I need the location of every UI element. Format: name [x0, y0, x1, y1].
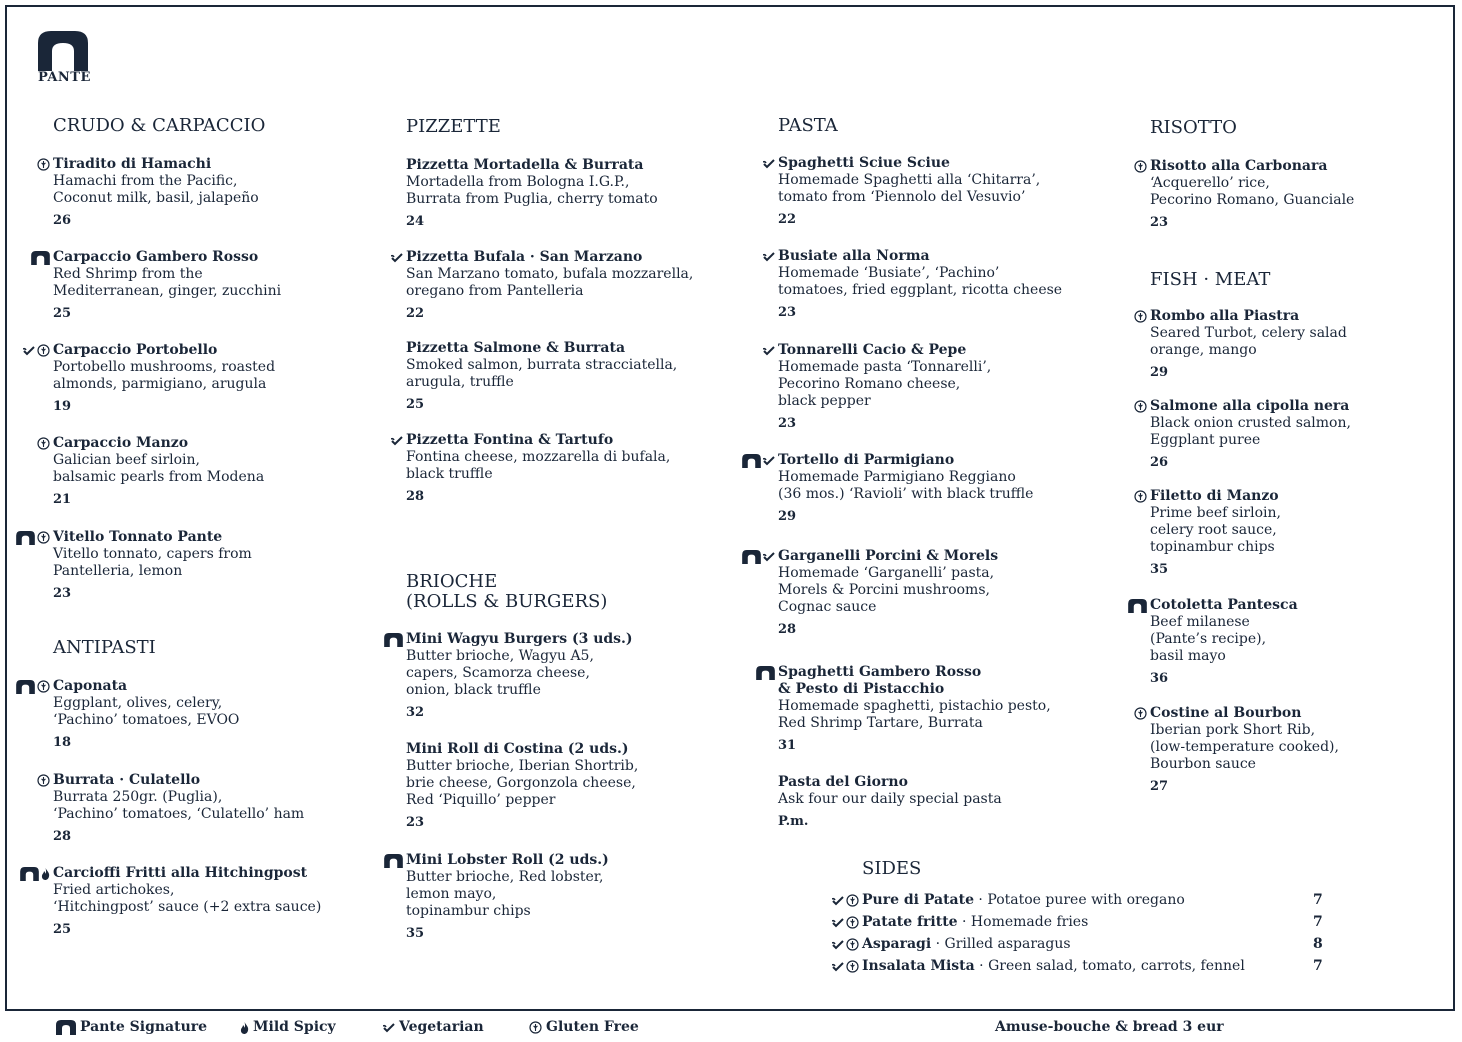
menu-item-price: 29: [1150, 365, 1169, 380]
menu-item-description: Vitello tonnato, capers from Pantelleria, lemon: [53, 546, 252, 579]
menu-item-name-text: Pizzetta Bufala · San Marzano: [406, 249, 643, 265]
menu-item-name-text: Tonnarelli Cacio & Pepe: [778, 342, 967, 358]
menu-item-icons: [37, 435, 50, 452]
spicy-icon: [41, 868, 50, 880]
menu-item-price: 28: [778, 622, 797, 637]
menu-item: [406, 432, 670, 505]
menu-item-name-text: Garganelli Porcini & Morels: [778, 548, 999, 564]
menu-item-icons: [1128, 597, 1147, 614]
vegetarian-icon: [832, 962, 844, 972]
menu-item-description: Beef milanese (Pante’s recipe), basil mayo: [1150, 614, 1267, 664]
vegetarian-icon: [763, 159, 775, 169]
gluten-free-icon: [37, 158, 50, 171]
menu-item-price: 28: [406, 489, 425, 504]
menu-item-icons: [16, 529, 50, 546]
side-item-name: Patate fritte: [862, 914, 958, 930]
menu-item-name-text: Carpaccio Manzo: [53, 435, 189, 451]
menu-item-description: Homemade Spaghetti alla ‘Chitarra’, tomato from ‘Piennolo del Vesuvio’: [778, 172, 1041, 205]
side-item: [862, 892, 1185, 909]
side-item-description: · Homemade fries: [957, 914, 1089, 930]
menu-item: [53, 342, 275, 415]
menu-item-name-text: Busiate alla Norma: [778, 248, 930, 264]
menu-item: [406, 631, 633, 721]
menu-item-name: [406, 631, 633, 648]
menu-item-icons: [1134, 398, 1147, 415]
menu-item-name-text: Spaghetti Sciue Sciue: [778, 155, 950, 171]
menu-item-name: [406, 157, 658, 174]
menu-item-description: Eggplant, olives, celery, ‘Pachino’ tomatoes, EVOO: [53, 695, 240, 728]
brand-name: PANTE: [38, 70, 91, 85]
menu-item-name: [1150, 488, 1281, 505]
signature-icon: [16, 680, 35, 694]
menu-item-price: 26: [1150, 455, 1169, 470]
menu-item-name-text: Cotoletta Pantesca: [1150, 597, 1298, 613]
menu-item: [53, 772, 304, 845]
menu-item-name-text: Caponata: [53, 678, 128, 694]
menu-item-description: Butter brioche, Red lobster, lemon mayo, topinambur chips: [406, 869, 604, 919]
menu-item-description: Homemade ‘Busiate’, ‘Pachino’ tomatoes, fried eggplant, ricotta cheese: [778, 265, 1063, 298]
menu-item-name: [53, 529, 252, 546]
flame-icon: [240, 1022, 249, 1034]
menu-item-name-text: Risotto alla Carbonara: [1150, 158, 1328, 174]
vegetarian-icon: [763, 552, 775, 562]
gluten-free-icon: [1134, 400, 1147, 413]
gluten-free-icon: [846, 894, 859, 907]
menu-item-description: Homemade pasta ‘Tonnarelli’, Pecorino Romano cheese, black pepper: [778, 359, 992, 409]
menu-item-name: [53, 435, 264, 452]
menu-item-name: [1150, 158, 1354, 175]
menu-item-price: 23: [53, 586, 72, 601]
menu-item-name-text: Mini Roll di Costina (2 uds.): [406, 741, 629, 757]
menu-item-price: P.m.: [778, 814, 809, 829]
menu-item: [1150, 398, 1351, 471]
menu-item-description: Galician beef sirloin, balsamic pearls from Modena: [53, 452, 265, 485]
vegetarian-icon: [763, 456, 775, 466]
signature-icon: [384, 633, 403, 647]
menu-item-name-text: Mini Lobster Roll (2 uds.): [406, 852, 609, 868]
menu-item: [778, 548, 998, 638]
menu-item-price: 31: [778, 738, 797, 753]
signature-icon: [384, 854, 403, 868]
signature-icon: [1128, 599, 1147, 613]
menu-item-name: [1150, 398, 1351, 415]
menu-item-icons: [37, 772, 50, 789]
side-item-icons: [832, 936, 859, 953]
menu-item-price: 36: [1150, 671, 1169, 686]
side-item-price: 7: [1313, 958, 1323, 974]
gluten-free-icon: [1134, 490, 1147, 503]
menu-item-icons: [763, 248, 775, 265]
menu-item-description: Butter brioche, Iberian Shortrib, brie cheese, Gorgonzola cheese, Red ‘Piquillo’ pepper: [406, 758, 639, 808]
menu-item-description: Prime beef sirloin, celery root sauce, topinambur chips: [1150, 505, 1281, 555]
menu-item: [53, 249, 281, 322]
menu-item-icons: [763, 155, 775, 172]
menu-item-icons: [37, 156, 50, 173]
menu-item-description: Ask four our daily special pasta: [778, 791, 1002, 807]
menu-item-description: Black onion crusted salmon, Eggplant puree: [1150, 415, 1351, 448]
menu-item: [53, 529, 252, 602]
menu-item-price: 23: [406, 815, 425, 830]
menu-item-name-text: Filetto di Manzo: [1150, 488, 1279, 504]
menu-item-icons: [756, 664, 775, 681]
signature-icon: [756, 666, 775, 680]
side-item-price: 8: [1313, 936, 1323, 952]
menu-item-name-text: Carpaccio Portobello: [53, 342, 218, 358]
menu-item-icons: [1134, 488, 1147, 505]
menu-item-price: 25: [53, 306, 72, 321]
gluten-free-icon: [846, 916, 859, 929]
menu-item-name: [778, 548, 998, 565]
menu-item-icons: [742, 452, 775, 469]
signature-icon: [742, 550, 761, 564]
gluten-free-icon: [1134, 707, 1147, 720]
side-item-name: Asparagi: [862, 936, 932, 952]
menu-item-description: Butter brioche, Wagyu A5, capers, Scamorza cheese, onion, black truffle: [406, 648, 594, 698]
side-item: [862, 914, 1088, 931]
menu-item-price: 28: [53, 829, 72, 844]
menu-item: [1150, 488, 1281, 578]
menu-item-price: 22: [778, 212, 797, 227]
menu-item-name-text: Pizzetta Salmone & Burrata: [406, 340, 626, 356]
menu-item-name-text: Tiradito di Hamachi: [53, 156, 212, 172]
menu-item-icons: [391, 432, 403, 449]
menu-item-icons: [16, 678, 50, 695]
legend-gluten-free: [529, 1019, 639, 1036]
menu-item-description: San Marzano tomato, bufala mozzarella, oregano from Pantelleria: [406, 266, 694, 299]
menu-item: [1150, 597, 1298, 687]
side-item-price: 7: [1313, 892, 1323, 908]
heading-pizzette: PIZZETTE: [406, 116, 501, 137]
legend-spicy-label: Mild Spicy: [253, 1019, 336, 1035]
gluten-free-icon: [1134, 160, 1147, 173]
vegetarian-icon: [832, 940, 844, 950]
menu-item-name-text: Vitello Tonnato Pante: [53, 529, 223, 545]
menu-item: [406, 852, 609, 942]
side-item-icons: [832, 892, 859, 909]
menu-item-icons: [1134, 705, 1147, 722]
menu-item: [53, 156, 259, 229]
menu-item: [778, 155, 1040, 228]
menu-item-description: Hamachi from the Pacific, Coconut milk, basil, jalapeño: [53, 173, 259, 206]
menu-item: [778, 452, 1033, 525]
menu-item-description: Iberian pork Short Rib, (low-temperature cooked), Bourbon sauce: [1150, 722, 1339, 772]
menu-item-icons: [742, 548, 775, 565]
menu-item-name: [406, 249, 693, 266]
menu-item-name: [1150, 705, 1339, 722]
menu-item-name-text: Pasta del Giorno: [778, 774, 908, 790]
menu-item-name-text: Spaghetti Gambero Rosso & Pesto di Pistacchio: [778, 664, 982, 697]
menu-item-price: 29: [778, 509, 797, 524]
legend-spicy: [240, 1019, 336, 1036]
menu-item-name-text: Carpaccio Gambero Rosso: [53, 249, 259, 265]
legend-vegetarian: [383, 1019, 484, 1036]
vegetarian-icon: [763, 252, 775, 262]
menu-item-description: Red Shrimp from the Mediterranean, ginger, zucchini: [53, 266, 282, 299]
menu-item-icons: [31, 249, 50, 266]
side-item-description: · Potatoe puree with oregano: [973, 892, 1185, 908]
menu-item-description: Fontina cheese, mozzarella di bufala, black truffle: [406, 449, 671, 482]
side-item: [862, 936, 1071, 953]
menu-item-name: [406, 852, 609, 869]
menu-item-name-text: Mini Wagyu Burgers (3 uds.): [406, 631, 633, 647]
menu-item-icons: [1134, 158, 1147, 175]
menu-item-description: Homemade Parmigiano Reggiano (36 mos.) ‘Ravioli’ with black truffle: [778, 469, 1034, 502]
menu-item-price: 23: [1150, 215, 1169, 230]
vegetarian-icon: [391, 436, 403, 446]
menu-item-name: [406, 432, 670, 449]
menu-item-name: [406, 340, 677, 357]
menu-item-price: 35: [1150, 562, 1169, 577]
menu-item-price: 25: [53, 922, 72, 937]
gluten-free-icon: [1134, 310, 1147, 323]
menu-item-name: [778, 155, 1040, 172]
menu-item-name: [406, 741, 638, 758]
side-item-description: · Grilled asparagus: [931, 936, 1071, 952]
signature-icon: [742, 454, 761, 468]
menu-item-description: Mortadella from Bologna I.G.P., Burrata from Puglia, cherry tomato: [406, 174, 658, 207]
side-item-price: 7: [1313, 914, 1323, 930]
menu-item-name: [778, 774, 1002, 791]
menu-item-price: 22: [406, 306, 425, 321]
menu-item: [406, 741, 638, 831]
menu-item: [406, 340, 677, 413]
menu-item-icons: [763, 342, 775, 359]
menu-item: [1150, 158, 1354, 231]
side-item-icons: [832, 958, 859, 975]
menu-item-description: Homemade ‘Garganelli’ pasta, Morels & Porcini mushrooms, Cognac sauce: [778, 565, 995, 615]
amuse-bouche-note: Amuse-bouche & bread 3 eur: [995, 1019, 1224, 1035]
menu-item: [53, 678, 239, 751]
vegetarian-icon: [23, 346, 35, 356]
menu-item-icons: [384, 852, 403, 869]
heading-pasta: PASTA: [778, 115, 838, 136]
menu-item-description: Portobello mushrooms, roasted almonds, parmigiano, arugula: [53, 359, 276, 392]
menu-item: [778, 342, 991, 432]
gluten-free-icon: [37, 680, 50, 693]
side-item-description: · Green salad, tomato, carrots, fennel: [974, 958, 1245, 974]
vegetarian-icon: [832, 896, 844, 906]
menu-item-description: Homemade spaghetti, pistachio pesto, Red Shrimp Tartare, Burrata: [778, 698, 1051, 731]
menu-item: [1150, 705, 1339, 795]
gluten-free-icon: [37, 774, 50, 787]
heading-fish-meat: FISH · MEAT: [1150, 269, 1271, 290]
gluten-free-icon: [529, 1021, 542, 1034]
leaf-icon: [383, 1023, 395, 1033]
menu-item-description: Burrata 250gr. (Puglia), ‘Pachino’ tomatoes, ‘Culatello’ ham: [53, 789, 305, 822]
menu-item-description: ‘Acquerello’ rice, Pecorino Romano, Guanciale: [1150, 175, 1355, 208]
menu-item-name-text: Pizzetta Fontina & Tartufo: [406, 432, 614, 448]
menu-item-icons: [391, 249, 403, 266]
menu-item: [778, 774, 1002, 830]
menu-item-icons: [23, 342, 50, 359]
heading-antipasti: ANTIPASTI: [53, 637, 156, 658]
menu-item-name-text: Salmone alla cipolla nera: [1150, 398, 1350, 414]
menu-item-name-text: Tortello di Parmigiano: [778, 452, 955, 468]
vegetarian-icon: [763, 346, 775, 356]
menu-item-icons: [20, 865, 50, 882]
side-item-icons: [832, 914, 859, 931]
gluten-free-icon: [37, 531, 50, 544]
menu-item-price: 32: [406, 705, 425, 720]
menu-item-price: 27: [1150, 779, 1169, 794]
menu-item-name-text: Pizzetta Mortadella & Burrata: [406, 157, 644, 173]
signature-icon: [31, 251, 50, 265]
menu-item-icons: [384, 631, 403, 648]
menu-item-price: 25: [406, 397, 425, 412]
menu-item: [53, 435, 264, 508]
menu-item-price: 24: [406, 214, 425, 229]
legend-vegetarian-label: Vegetarian: [399, 1019, 484, 1035]
menu-item-name: [778, 664, 1051, 698]
menu-item-name: [53, 865, 321, 882]
menu-item-price: 23: [778, 305, 797, 320]
menu-item: [1150, 308, 1347, 381]
legend-signature-label: Pante Signature: [80, 1019, 208, 1035]
heading-sides: SIDES: [862, 858, 922, 879]
gluten-free-icon: [37, 437, 50, 450]
menu-item: [778, 664, 1051, 754]
menu-item-name-text: Costine al Bourbon: [1150, 705, 1302, 721]
gluten-free-icon: [37, 344, 50, 357]
menu-item-description: Fried artichokes, ‘Hitchingpost’ sauce (+2 extra sauce): [53, 882, 322, 915]
menu-item-name-text: Carcioffi Fritti alla Hitchingpost: [53, 865, 308, 881]
menu-item-description: Seared Turbot, celery salad orange, mango: [1150, 325, 1347, 358]
vegetarian-icon: [391, 253, 403, 263]
menu-item-description: Smoked salmon, burrata stracciatella, arugula, truffle: [406, 357, 678, 390]
heading-risotto: RISOTTO: [1150, 117, 1237, 138]
menu-item-name: [778, 248, 1062, 265]
heading-crudo: CRUDO & CARPACCIO: [53, 115, 266, 136]
menu-item-name-text: Rombo alla Piastra: [1150, 308, 1300, 324]
menu-item-price: 26: [53, 213, 72, 228]
menu-item-name: [53, 156, 259, 173]
menu-item-name: [53, 342, 275, 359]
menu-item-name: [778, 342, 991, 359]
menu-item-name: [1150, 597, 1298, 614]
signature-icon: [20, 867, 39, 881]
menu-item: [406, 157, 658, 230]
menu-item-name: [53, 249, 281, 266]
menu-item-price: 35: [406, 926, 425, 941]
side-item-name: Insalata Mista: [862, 958, 975, 974]
legend-gluten-free-label: Gluten Free: [546, 1019, 639, 1035]
menu-item: [778, 248, 1062, 321]
menu-item-name-text: Burrata · Culatello: [53, 772, 201, 788]
legend-signature: [56, 1019, 207, 1036]
side-item: [862, 958, 1245, 975]
heading-brioche: BRIOCHE (ROLLS & BURGERS): [406, 571, 608, 612]
menu-item-price: 21: [53, 492, 72, 507]
menu-item: [53, 865, 321, 938]
menu-item-icons: [1134, 308, 1147, 325]
side-item-name: Pure di Patate: [862, 892, 974, 908]
signature-icon: [56, 1020, 76, 1035]
menu-item-name: [53, 678, 239, 695]
menu-item: [406, 249, 693, 322]
vegetarian-icon: [832, 918, 844, 928]
menu-item-name: [53, 772, 304, 789]
menu-item-price: 23: [778, 416, 797, 431]
menu-item-price: 18: [53, 735, 72, 750]
gluten-free-icon: [846, 960, 859, 973]
signature-icon: [16, 531, 35, 545]
menu-item-name: [1150, 308, 1347, 325]
gluten-free-icon: [846, 938, 859, 951]
menu-item-price: 19: [53, 399, 72, 414]
pante-logo: [38, 29, 90, 75]
menu-item-name: [778, 452, 1033, 469]
